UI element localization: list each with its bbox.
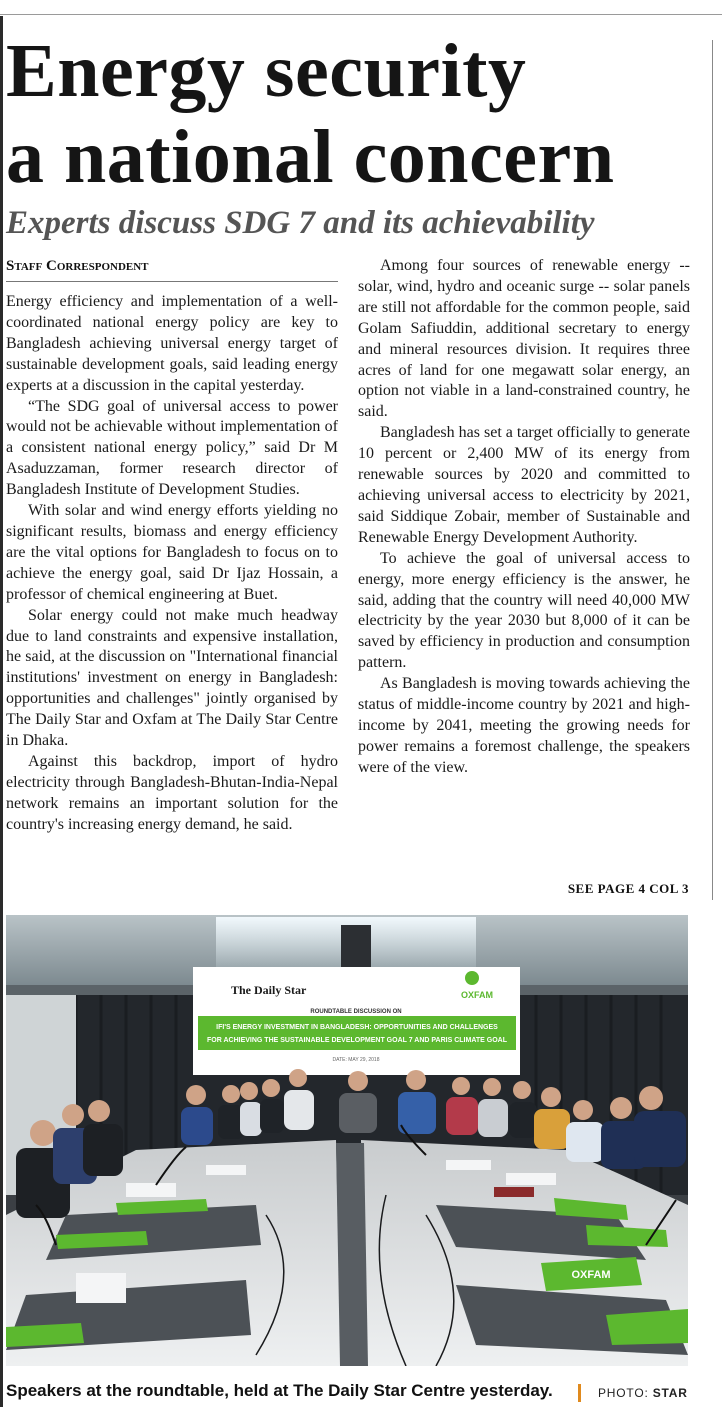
paragraph: Among four sources of renewable energy -- solar, wind, hydro and oceanic surge -- solar panels are still not affordable for the common people, said Golam Safiuddin, additional secretary to energy and mineral resources division. It requires three acres of land for one megawatt solar energy, an option not viable in a land-constrained country, he said.: [358, 257, 690, 421]
table-sign-text: OXFAM: [571, 1269, 611, 1281]
banner-partner: OXFAM: [461, 990, 494, 1000]
paragraph: Bangladesh has set a target officially to generate 10 percent or 2,400 MW of its energy from renewable sources by 2020 and committed to achieving universal access to electricity by 2021, said Siddique Zobair, member of Sustainable and Renewable Energy Development Authority.: [358, 424, 690, 546]
roundtable-photo: [6, 915, 688, 1366]
paragraph: To achieve the goal of universal access to energy, more energy efficiency is the answer, he said, adding that the country will need 40,000 MW electricity by the year 2030 but 8,000 of it can be saved by efficiency in production and consumption pattern.: [358, 549, 690, 672]
paragraph: Solar energy could not make much headway due to land constraints and expensive installation, he said, at the discussion on "International financial institutions' investment on energy in Bangladesh: opportunities and challenges" jointly organised by The Daily Star and Oxfam at The Daily Star Centre in Dhaka.: [6, 606, 338, 750]
banner-date: DATE: MAY 29, 2018: [332, 1057, 380, 1063]
paragraph: “The SDG goal of universal access to power would not be achievable without implementation of a consistent national energy policy,” said Dr M Asaduzzaman, former research director of Bangladesh Institute of Development Studies.: [6, 397, 338, 499]
column-right-rule: [712, 40, 713, 900]
paragraph: As Bangladesh is moving towards achieving the status of middle-income country by 2021 and high-income by 2041, meeting the growing needs for power remains a foremost challenge, the speakers were of the view.: [358, 675, 690, 776]
headline: [6, 28, 615, 200]
photo-credit: [598, 1386, 688, 1400]
notebook: [494, 1187, 534, 1197]
banner-kicker: ROUNDTABLE DISCUSSION ON: [310, 1009, 402, 1015]
byline-rule: [6, 281, 338, 282]
continuation-jump: SEE PAGE 4 COL 3: [567, 881, 689, 896]
paragraph: With solar and wind energy efforts yielding no significant results, biomass and energy efficiency are the vital options for Bangladesh to focus on to achieve the energy goal, said Dr Ijaz Hossain, a professor of chemical engineering at Buet.: [6, 502, 338, 603]
banner-green-strip: [198, 1016, 516, 1050]
photo-credit-name: STAR: [652, 1386, 688, 1400]
banner-logo: The Daily Star: [231, 983, 307, 997]
table-gap: [336, 1143, 368, 1366]
headline-line-1: Energy security: [6, 29, 527, 113]
photo-credit-label: PHOTO:: [598, 1386, 649, 1400]
byline: [6, 258, 149, 275]
banner-title-line2: FOR ACHIEVING THE SUSTAINABLE DEVELOPMENT GOAL 7 AND PARIS CLIMATE GOAL: [207, 1037, 507, 1044]
article-column-left: [6, 292, 338, 836]
paragraph-continued: Against this backdrop, import of hydro electricity through Bangladesh-Bhutan-India-Nepal network remains an important solution for the country's increasing energy demand, he said.: [6, 752, 338, 833]
page-left-border: [0, 16, 3, 1407]
subheadline: Experts discuss SDG 7 and its achievability: [6, 205, 595, 241]
headline-line-2: a national concern: [6, 115, 615, 199]
article-column-right: [358, 256, 690, 779]
oxfam-logo-icon: [465, 971, 479, 985]
photo-caption: Speakers at the roundtable, held at The Daily Star Centre yesterday.: [6, 1381, 553, 1400]
page-top-rule: [0, 14, 722, 15]
projector: [341, 925, 371, 969]
paragraph: Energy efficiency and implementation of a well-coordinated national energy policy are key to Bangladesh achieving universal energy target of sustainable development goals, said leading energy experts at a discussion in the capital yesterday.: [6, 293, 338, 394]
byline-text: Staff Correspondent: [6, 258, 149, 274]
photo-illustration: [6, 915, 688, 1366]
caption-accent-bar: [578, 1384, 581, 1402]
banner-title-line1: IFI'S ENERGY INVESTMENT IN BANGLADESH: OPPORTUNITIES AND CHALLENGES: [216, 1024, 498, 1031]
